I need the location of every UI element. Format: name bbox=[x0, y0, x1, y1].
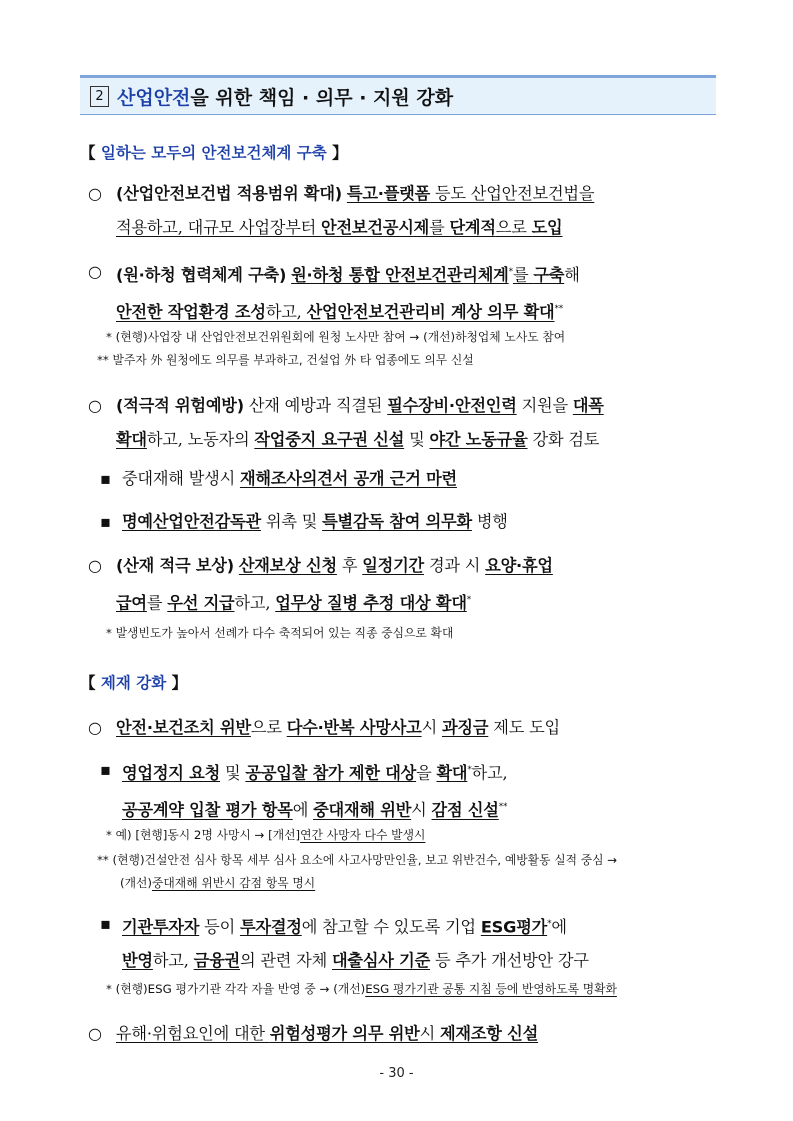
body-text: 후 bbox=[336, 556, 363, 575]
body-text: 시 bbox=[421, 718, 442, 737]
note-text: * 예) [현행]동시 2명 사망시 → [개선] bbox=[106, 828, 301, 842]
emph-text: 명예산업안전감독관 bbox=[122, 512, 261, 531]
body-text: 등 추가 개선방안 강구 bbox=[430, 951, 589, 971]
body-text: 에 참고할 수 있도록 기업 bbox=[301, 917, 481, 937]
emph-text: 금융권 bbox=[193, 951, 240, 971]
emph-text: 제재조항 신설 bbox=[439, 1024, 539, 1043]
sub-item-2 bbox=[100, 505, 508, 539]
emph-text: 영업정지 요청 bbox=[122, 763, 221, 783]
circle-bullet-icon: ○ bbox=[88, 556, 102, 575]
body-text: 유해·위험요인에 대한 bbox=[116, 1024, 270, 1043]
emph-text: 구축 bbox=[533, 265, 565, 285]
footnote-5: ** (현행)건설안전 심사 항목 세부 심사 요소에 사고사망만인율, 보고 위반건수, 예방활동 실적 중심 → bbox=[97, 853, 618, 867]
footnote-6 bbox=[106, 979, 617, 999]
emph-text: 우선 지급 bbox=[167, 593, 235, 613]
body-text: 의 관련 자체 bbox=[239, 951, 332, 971]
body-text: 및 bbox=[404, 430, 430, 449]
sub-item-3 bbox=[100, 753, 508, 828]
body-text: 하고, bbox=[152, 951, 194, 971]
circle-bullet-icon: ○ bbox=[88, 1024, 102, 1043]
sub-item-1 bbox=[100, 462, 457, 496]
section-heading-2 bbox=[80, 671, 187, 693]
emph-text: 대폭 bbox=[572, 396, 604, 415]
emph-text: 산재보상 신청 bbox=[238, 556, 337, 575]
emph-text: 투자결정 bbox=[239, 917, 302, 937]
body-text: 를 bbox=[146, 593, 168, 613]
square-bullet-icon: ▪ bbox=[100, 914, 111, 933]
item-heading: (산업안전보건법 적용범위 확대) bbox=[116, 184, 342, 203]
emph-text: 공공계약 입찰 평가 항목 bbox=[122, 800, 293, 820]
title-highlight: 산업안전 bbox=[117, 86, 191, 109]
item-heading: (산재 적극 보상) bbox=[116, 556, 234, 575]
section-title-box bbox=[80, 75, 716, 115]
body-text: 하고, bbox=[234, 593, 276, 613]
emph-text: 특별감독 참여 의무화 bbox=[322, 512, 472, 531]
emph-text: ESG평가 bbox=[480, 917, 548, 937]
section-heading-label: 제재 강화 bbox=[100, 674, 167, 692]
emph-text: 확대 bbox=[116, 430, 147, 449]
body-text: 지원을 bbox=[516, 396, 573, 415]
body-text: 에 bbox=[551, 917, 567, 937]
emph-text: 반영 bbox=[122, 951, 153, 971]
circle-bullet-icon: ○ bbox=[88, 396, 102, 415]
footnote-mark: ** bbox=[554, 304, 564, 315]
footnote-mark: ** bbox=[498, 802, 508, 813]
bullet-item-4 bbox=[88, 549, 553, 620]
footnote-mark: * bbox=[467, 765, 472, 775]
body-text: 시 bbox=[419, 1024, 440, 1043]
square-bullet-icon: ▪ bbox=[100, 469, 111, 488]
bracket-open: 【 bbox=[80, 674, 96, 692]
bullet-item-2 bbox=[88, 255, 580, 330]
circle-bullet-icon: ○ bbox=[88, 262, 102, 281]
emph-text: 일정기간 bbox=[362, 556, 424, 575]
emph-text: 야간 노동규율 bbox=[429, 430, 528, 449]
emph-text: 중대재해 위반 bbox=[313, 800, 412, 820]
bracket-open: 【 bbox=[80, 144, 96, 162]
emph-text: 기관투자자 bbox=[122, 917, 200, 937]
note-text: * (현행)ESG 평가기관 각각 자율 반영 중 → (개선) bbox=[106, 982, 366, 996]
body-text: 을 bbox=[416, 763, 437, 783]
emph-text: 공공입찰 참가 제한 대상 bbox=[245, 763, 417, 783]
body-text: 중대재해 발생시 bbox=[122, 469, 240, 488]
title-rest: 을 위한 책임 · 의무 · 지원 강화 bbox=[190, 86, 454, 109]
note-text: (개선) bbox=[120, 876, 152, 890]
item-heading: (적극적 위험예방) bbox=[116, 396, 244, 415]
section-number-box: 2 bbox=[90, 86, 109, 107]
bracket-close: 】 bbox=[332, 144, 348, 162]
emph-text: 요양·휴업 bbox=[485, 556, 553, 575]
body-text: 시 bbox=[411, 800, 432, 820]
note-underlined: ESG 평가기관 공통 지침 등에 반영하도록 명확화 bbox=[365, 982, 617, 996]
body-text: 제도 도입 bbox=[488, 718, 560, 737]
body-text: 등이 bbox=[199, 917, 240, 937]
emph-text: 업무상 질병 추정 대상 확대 bbox=[275, 593, 467, 613]
emph-text: 과징금 bbox=[442, 718, 489, 737]
body-text: 해 bbox=[564, 265, 580, 285]
footnote-1: * (현행)사업장 내 산업안전보건위원회에 원청 노사만 참여 → (개선)하청업체 노사도 참여 bbox=[106, 330, 566, 344]
footnote-2: ** 발주자 外 원청에도 의무를 부과하고, 건설업 外 타 업종에도 의무 신설 bbox=[97, 353, 474, 367]
emph-text: 확대 bbox=[436, 763, 468, 783]
emph-text: 안전보건공시제 bbox=[321, 218, 430, 237]
body-text: 를 bbox=[512, 265, 534, 285]
body-text: 강화 검토 bbox=[527, 430, 600, 449]
emph-text: 급여 bbox=[116, 593, 147, 613]
section-heading-label: 일하는 모두의 안전보건체계 구축 bbox=[100, 144, 327, 162]
square-bullet-icon: ▪ bbox=[100, 760, 111, 779]
body-text: 으로 bbox=[495, 218, 532, 237]
emph-text: 재해조사의견서 공개 근거 마련 bbox=[239, 469, 457, 488]
body-text: 산재 예방과 직결된 bbox=[243, 396, 388, 415]
note-underlined: 연간 사망자 다수 발생시 bbox=[300, 828, 426, 842]
body-text: 및 bbox=[220, 763, 246, 783]
section-heading-1 bbox=[80, 141, 348, 163]
square-bullet-icon: ▪ bbox=[100, 512, 111, 531]
body-text: 에 bbox=[292, 800, 314, 820]
emph-text: 산업안전보건관리비 계상 의무 확대 bbox=[306, 302, 555, 322]
emph-text: 필수장비·안전인력 bbox=[387, 396, 517, 415]
sub-item-4 bbox=[100, 907, 589, 978]
footnote-mark: * bbox=[508, 267, 513, 277]
note-underlined: 중대재해 위반시 감점 항목 명시 bbox=[152, 876, 316, 890]
footnote-mark: * bbox=[466, 595, 472, 605]
body-text: 를 bbox=[429, 218, 450, 237]
bullet-item-1 bbox=[88, 177, 722, 245]
body-text: 등도 산업안전보건법을 bbox=[430, 184, 595, 203]
body-text: 적용하고, 대규모 사업장부터 bbox=[116, 218, 322, 237]
emph-text: 작업중지 요구권 신설 bbox=[254, 430, 405, 449]
emph-text: 도입 bbox=[531, 218, 563, 237]
body-text: 위촉 및 bbox=[260, 512, 323, 531]
body-text: 경과 시 bbox=[424, 556, 486, 575]
bracket-close: 】 bbox=[171, 674, 188, 692]
bullet-item-3 bbox=[88, 389, 604, 457]
bullet-item-5 bbox=[88, 711, 560, 745]
body-text: 병행 bbox=[471, 512, 508, 531]
emph-text: 감점 신설 bbox=[431, 800, 499, 820]
emph-text: 대출심사 기준 bbox=[331, 951, 431, 971]
emph-text: 단계적 bbox=[449, 218, 496, 237]
circle-bullet-icon: ○ bbox=[88, 184, 102, 203]
emph-text: 안전한 작업환경 조성 bbox=[116, 302, 266, 322]
footnote-3: * 발생빈도가 높아서 선례가 다수 축적되어 있는 직종 중심으로 확대 bbox=[106, 626, 454, 640]
body-text: 하고, 노동자의 bbox=[146, 430, 255, 449]
emph-text: 위험성평가 의무 위반 bbox=[269, 1024, 420, 1043]
emph-text: 다수·반복 사망사고 bbox=[286, 718, 422, 737]
bullet-item-6 bbox=[88, 1017, 539, 1051]
emph-text: 안전·보건조치 위반 bbox=[116, 718, 251, 737]
footnote-4 bbox=[106, 825, 425, 845]
body-text: 하고, bbox=[471, 763, 508, 783]
footnote-5-cont bbox=[120, 873, 315, 893]
emph-text: 원·하청 통합 안전보건관리체계 bbox=[291, 265, 509, 285]
item-heading: (원·하청 협력체계 구축) bbox=[116, 265, 287, 285]
body-text: 으로 bbox=[250, 718, 287, 737]
emph-text: 특고·플랫폼 bbox=[346, 184, 431, 203]
circle-bullet-icon: ○ bbox=[88, 718, 102, 737]
page-number: - 30 - bbox=[379, 1066, 414, 1081]
footnote-mark: * bbox=[547, 919, 552, 929]
body-text: 하고, bbox=[265, 302, 307, 322]
